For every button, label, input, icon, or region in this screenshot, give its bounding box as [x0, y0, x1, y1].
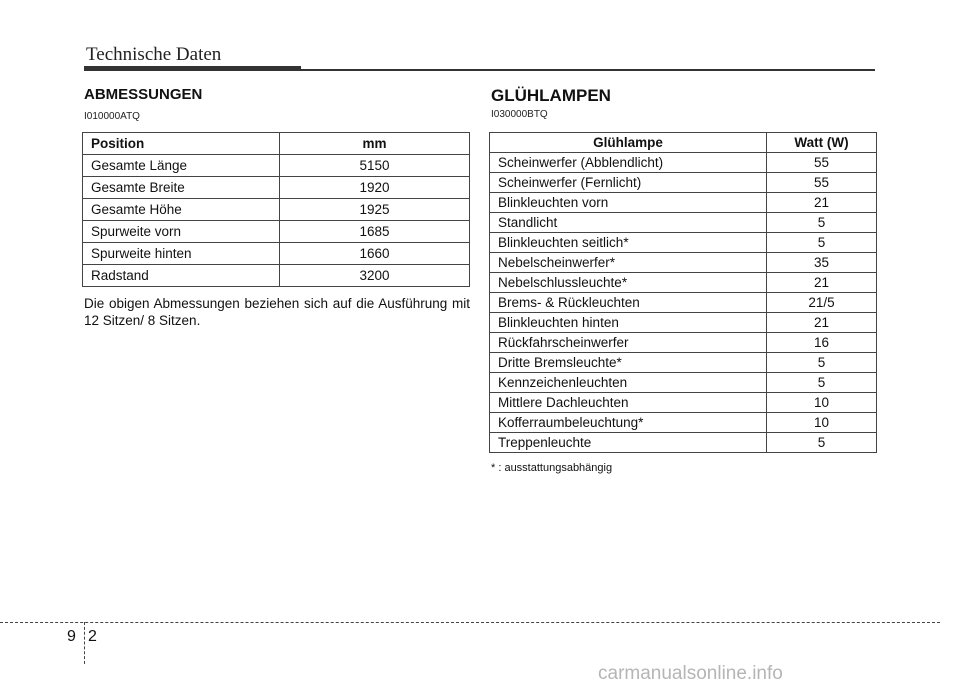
bulb-watt: 16	[767, 333, 877, 353]
bulb-watt: 5	[767, 213, 877, 233]
dimension-value: 1925	[280, 199, 470, 221]
dimension-value: 1660	[280, 243, 470, 265]
bulb-watt: 35	[767, 253, 877, 273]
table-row	[83, 221, 470, 243]
table-row	[83, 265, 470, 287]
table-row	[490, 313, 877, 333]
table-row	[490, 173, 877, 193]
bulb-watt: 21	[767, 273, 877, 293]
dimension-value: 1920	[280, 177, 470, 199]
bulb-label: Blinkleuchten hinten	[490, 313, 767, 333]
table-header-row	[490, 133, 877, 153]
column-header-mm: mm	[280, 133, 470, 155]
bulb-label: Kofferraumbeleuchtung*	[490, 413, 767, 433]
table-row	[83, 155, 470, 177]
table-row	[83, 243, 470, 265]
table-row	[490, 153, 877, 173]
column-header-position: Position	[83, 133, 280, 155]
bulbs-table	[489, 132, 877, 453]
footer-dashed-rule	[0, 622, 940, 623]
table-row	[83, 199, 470, 221]
table-row	[490, 213, 877, 233]
dimensions-title: ABMESSUNGEN	[84, 86, 203, 103]
bulb-label: Mittlere Dachleuchten	[490, 393, 767, 413]
column-header-bulb: Glühlampe	[490, 133, 767, 153]
bulb-label: Standlicht	[490, 213, 767, 233]
bulb-label: Blinkleuchten vorn	[490, 193, 767, 213]
bulb-watt: 5	[767, 233, 877, 253]
bulb-label: Blinkleuchten seitlich*	[490, 233, 767, 253]
dimension-label: Gesamte Höhe	[83, 199, 280, 221]
bulb-watt: 5	[767, 373, 877, 393]
table-row	[490, 393, 877, 413]
bulb-label: Scheinwerfer (Fernlicht)	[490, 173, 767, 193]
table-row	[490, 353, 877, 373]
bulb-label: Scheinwerfer (Abblendlicht)	[490, 153, 767, 173]
bulb-label: Nebelschlussleuchte*	[490, 273, 767, 293]
chapter-number: 9	[67, 628, 76, 645]
page-header-title: Technische Daten	[86, 44, 222, 65]
page-number-divider	[84, 622, 85, 664]
bulb-watt: 55	[767, 153, 877, 173]
bulb-label: Brems- & Rückleuchten	[490, 293, 767, 313]
bulb-watt: 10	[767, 413, 877, 433]
dimension-label: Gesamte Länge	[83, 155, 280, 177]
dimensions-table	[82, 132, 470, 287]
watermark-text: carmanualsonline.info	[598, 663, 783, 684]
page-number: 2	[88, 628, 97, 645]
dimension-label: Spurweite hinten	[83, 243, 280, 265]
table-row	[490, 373, 877, 393]
bulbs-title: GLÜHLAMPEN	[491, 86, 611, 105]
bulb-label: Rückfahrscheinwerfer	[490, 333, 767, 353]
table-row	[490, 293, 877, 313]
bulb-label: Treppenleuchte	[490, 433, 767, 453]
table-row	[490, 233, 877, 253]
dimension-label: Spurweite vorn	[83, 221, 280, 243]
header-rule-thin	[301, 69, 875, 71]
dimension-label: Radstand	[83, 265, 280, 287]
bulb-label: Kennzeichenleuchten	[490, 373, 767, 393]
header-rule-thick	[84, 66, 301, 71]
dimension-value: 5150	[280, 155, 470, 177]
bulbs-code: I030000BTQ	[491, 109, 548, 120]
table-row	[83, 177, 470, 199]
bulb-watt: 5	[767, 433, 877, 453]
dimension-value: 1685	[280, 221, 470, 243]
table-header-row	[83, 133, 470, 155]
bulb-watt: 55	[767, 173, 877, 193]
bulb-watt: 21/5	[767, 293, 877, 313]
dimension-label: Gesamte Breite	[83, 177, 280, 199]
bulb-watt: 21	[767, 313, 877, 333]
bulb-watt: 5	[767, 353, 877, 373]
dimensions-code: I010000ATQ	[84, 111, 140, 122]
table-row	[490, 273, 877, 293]
dimensions-note: Die obigen Abmessungen beziehen sich auf die Ausführung mit 12 Sitzen/ 8 Sitzen.	[84, 296, 470, 328]
bulbs-footnote: * : ausstattungsabhängig	[491, 462, 613, 474]
table-row	[490, 253, 877, 273]
table-row	[490, 333, 877, 353]
dimension-value: 3200	[280, 265, 470, 287]
table-row	[490, 433, 877, 453]
bulb-watt: 10	[767, 393, 877, 413]
column-header-watt: Watt (W)	[767, 133, 877, 153]
table-row	[490, 413, 877, 433]
bulb-label: Dritte Bremsleuchte*	[490, 353, 767, 373]
table-row	[490, 193, 877, 213]
bulb-label: Nebelscheinwerfer*	[490, 253, 767, 273]
bulb-watt: 21	[767, 193, 877, 213]
